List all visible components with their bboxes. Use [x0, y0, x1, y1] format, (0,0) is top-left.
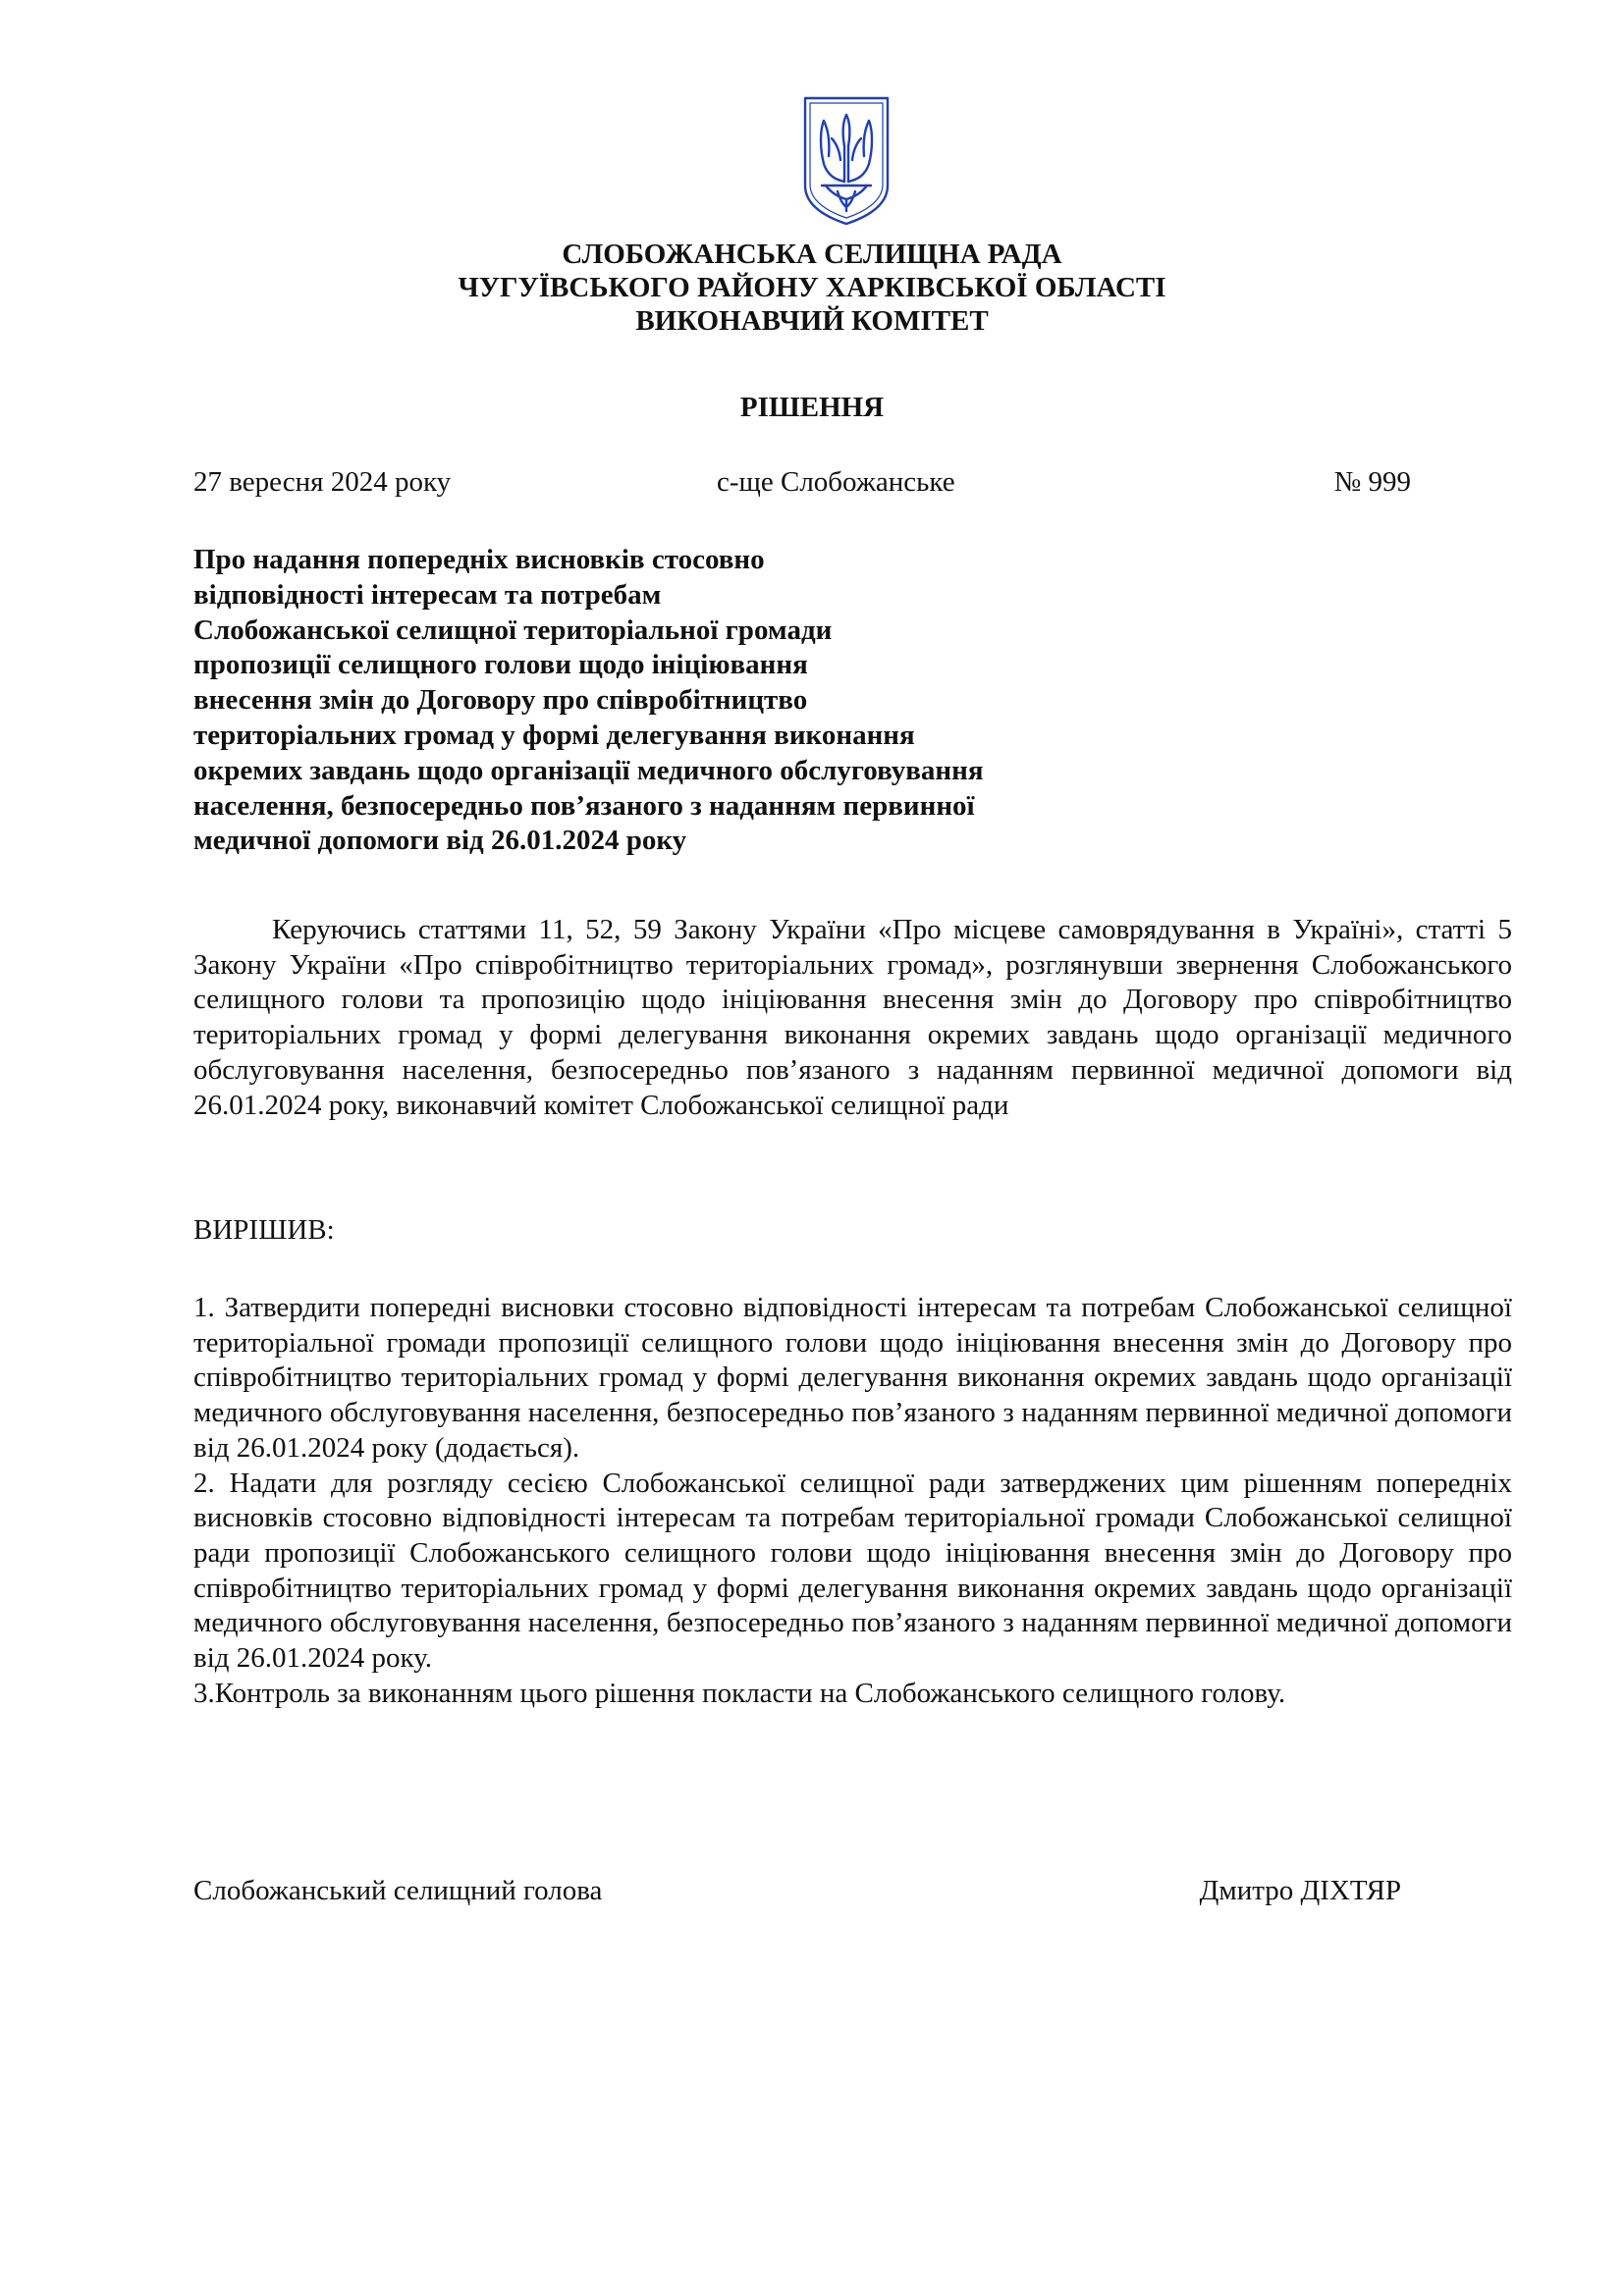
- decision-item-3: 3.Контроль за виконанням цього рішення покласти на Слобожанського селищного голову.: [193, 1677, 1286, 1709]
- subject-line: територіальних громад у формі делегування виконання: [193, 719, 915, 751]
- decision-subject: [193, 543, 1175, 859]
- coat-of-arms-icon: [802, 95, 891, 227]
- subject-line: Слобожанської селищної територіальної громади: [193, 614, 833, 646]
- subject-line: населення, безпосередньо пов’язаного з наданням первинної: [193, 789, 975, 822]
- document-date: 27 вересня 2024 року: [193, 466, 452, 498]
- decision-item-1: 1. Затвердити попередні висновки стосовно відповідності інтересам та потребам Слобожанської селищної територіальної громади пропозиції селищного голови щодо ініціювання внесення змін до Договору про співробітництво територіальних громад у формі делегування виконання окремих завдань щодо організації медичного обслуговування населення, безпосередньо пов’язаного з наданням первинної медичної допомоги від 26.01.2024 року (додається).: [193, 1292, 1512, 1464]
- preamble-paragraph: Керуючись статтями 11, 52, 59 Закону України «Про місцеве самоврядування в Україні», статті 5 Закону України «Про співробітництво територіальних громад», розглянувши звернення Слобожанського селищного голови та пропозицію щодо ініціювання внесення змін до Договору про співробітництво територіальних громад у формі делегування виконання окремих завдань щодо організації медичного обслуговування населення, безпосередньо пов’язаного з наданням первинної медичної допомоги від 26.01.2024 року, виконавчий комітет Слобожанської селищної ради: [193, 914, 1512, 1121]
- subject-line: внесення змін до Договору про співробітництво: [193, 684, 808, 717]
- subject-line: відповідності інтересам та потребам: [193, 578, 662, 611]
- decision-items: [193, 1291, 1512, 1711]
- document-meta: [193, 465, 1431, 501]
- district-region-name: ЧУГУЇВСЬКОГО РАЙОНУ ХАРКІВСЬКОЇ ОБЛАСТІ: [458, 272, 1166, 303]
- signature-block: [193, 1874, 1401, 1909]
- executive-committee-name: ВИКОНАВЧИЙ КОМІТЕТ: [635, 305, 989, 337]
- decision-item-2: 2. Надати для розгляду сесією Слобожанської селищної ради затверджених цим рішенням попередніх висновків стосовно відповідності інтересам та потребам територіальної громади Слобожанської селищної ради пропозиції Слобожанського селищного голови щодо ініціювання внесення змін до Договору про співробітництво територіальних громад у формі делегування виконання окремих завдань щодо організації медичного обслуговування населення, безпосередньо пов’язаного з наданням первинної медичної допомоги від 26.01.2024 року.: [193, 1467, 1512, 1675]
- document-number: № 999: [1333, 466, 1411, 498]
- subject-line: окремих завдань щодо організації медичного обслуговування: [193, 754, 984, 786]
- subject-line: Про надання попередніх висновків стосовно: [193, 544, 765, 575]
- document-title: РІШЕННЯ: [739, 392, 885, 423]
- signatory-position: Слобожанський селищний голова: [193, 1875, 603, 1906]
- subject-line: медичної допомоги від 26.01.2024 року: [193, 825, 687, 857]
- document-place: с-ще Слобожанське: [717, 466, 955, 498]
- institution-header: [0, 238, 1624, 338]
- council-name: СЛОБОЖАНСЬКА СЕЛИЩНА РАДА: [562, 239, 1062, 270]
- signatory-name: Дмитро ДІХТЯР: [1199, 1875, 1401, 1906]
- subject-line: пропозиції селищного голови щодо ініціювання: [193, 649, 808, 681]
- resolved-label: ВИРІШИВ:: [193, 1214, 335, 1246]
